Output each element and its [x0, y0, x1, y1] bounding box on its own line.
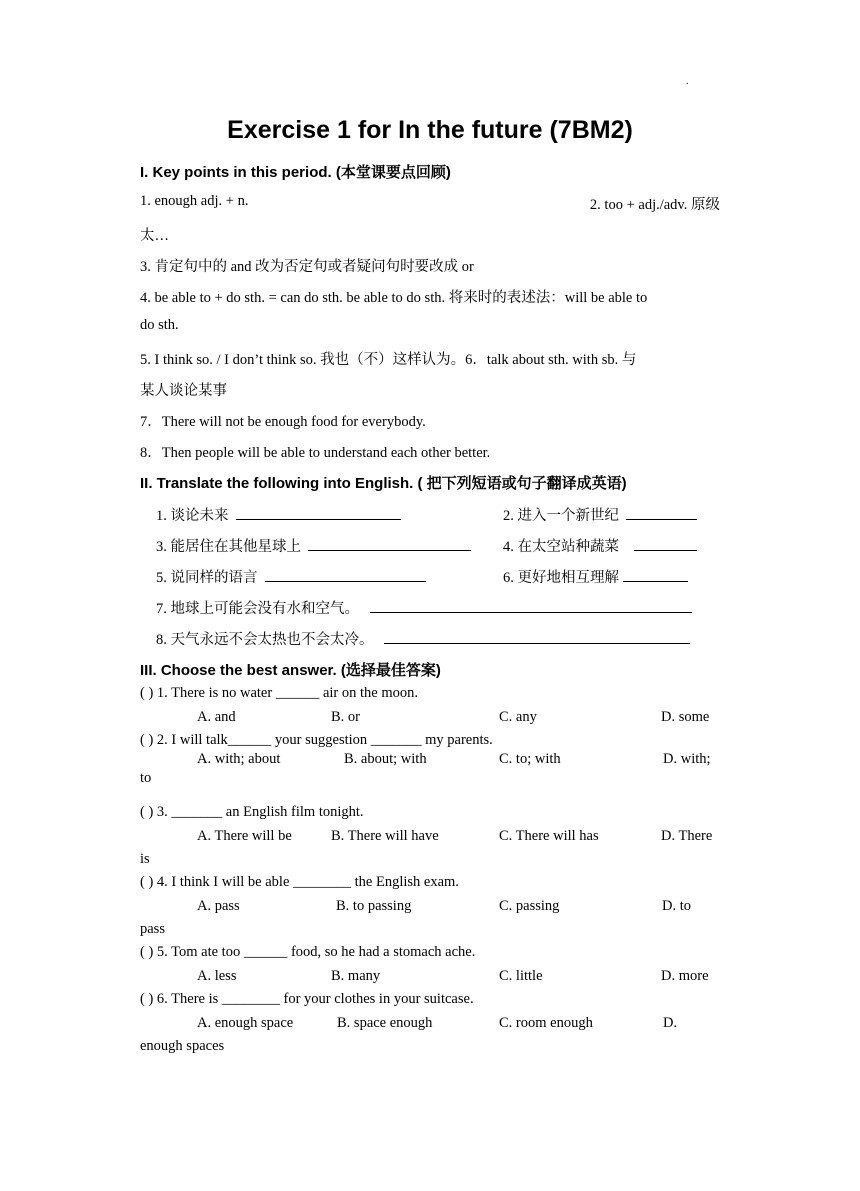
q5-option-b[interactable]: B. many	[331, 968, 381, 984]
q1-option-b[interactable]: B. or	[331, 709, 360, 725]
q4-option-d[interactable]: D. to	[662, 898, 691, 914]
key-point-2-cont: 太…	[140, 228, 169, 244]
translate-item-8: 8. 天气永远不会太热也不会太冷。	[156, 628, 690, 649]
question-3: ( ) 3. _______ an English film tonight.	[140, 804, 364, 820]
key-point-3: 3. 肯定句中的 and 改为否定句或者疑问句时要改成 or	[140, 259, 474, 275]
q3-option-d-cont: is	[140, 851, 150, 867]
translate-item-5: 5. 说同样的语言	[156, 566, 426, 587]
q6-option-c[interactable]: C. room enough	[499, 1015, 593, 1031]
translate-item-6: 6. 更好地相互理解	[503, 566, 688, 587]
q4-option-c[interactable]: C. passing	[499, 898, 560, 914]
section-2-heading: II. Translate the following into English. ( 把下列短语或句子翻译成英语)	[140, 475, 627, 492]
key-point-1-2	[140, 193, 720, 214]
q4-option-d-cont: pass	[140, 921, 165, 937]
translate-item-4: 4. 在太空站种蔬菜	[503, 535, 697, 556]
question-2: ( ) 2. I will talk______ your suggestion _______ my parents.	[140, 732, 493, 748]
translate-item-7: 7. 地球上可能会没有水和空气。	[156, 597, 692, 618]
q3-option-a[interactable]: A. There will be	[197, 828, 292, 844]
key-point-6-cont: 某人谈论某事	[140, 383, 227, 399]
key-point-7: 7．There will not be enough food for everybody.	[140, 414, 426, 430]
q6-option-b[interactable]: B. space enough	[337, 1015, 433, 1031]
q4-option-a[interactable]: A. pass	[197, 898, 240, 914]
q3-option-b[interactable]: B. There will have	[331, 828, 439, 844]
section-1-heading: I. Key points in this period. (本堂课要点回顾)	[140, 164, 451, 181]
q5-option-c[interactable]: C. little	[499, 968, 543, 984]
key-point-1: 1. enough adj. + n.	[140, 193, 249, 209]
answer-blank[interactable]	[626, 504, 697, 520]
key-point-8: 8．Then people will be able to understand each other better.	[140, 445, 491, 461]
q2-option-b[interactable]: B. about; with	[344, 751, 427, 767]
key-point-2: 2. too + adj./adv. 原级	[589, 197, 720, 213]
q3-option-c[interactable]: C. There will has	[499, 828, 599, 844]
answer-blank[interactable]	[308, 535, 471, 551]
q1-option-d[interactable]: D. some	[661, 709, 710, 725]
translate-item-3: 3. 能居住在其他星球上	[156, 535, 471, 556]
question-5: ( ) 5. Tom ate too ______ food, so he had a stomach ache.	[140, 944, 476, 960]
q2-option-d[interactable]: D. with;	[663, 751, 711, 767]
answer-blank[interactable]	[236, 504, 401, 520]
translate-item-1: 1. 谈论未来	[156, 504, 401, 525]
answer-blank[interactable]	[623, 566, 688, 582]
translate-item-2: 2. 进入一个新世纪	[503, 504, 697, 525]
q5-option-a[interactable]: A. less	[197, 968, 237, 984]
page-title: Exercise 1 for In the future (7BM2)	[227, 116, 633, 144]
answer-blank[interactable]	[265, 566, 426, 582]
q3-option-d[interactable]: D. There	[661, 828, 713, 844]
q6-option-a[interactable]: A. enough space	[197, 1015, 294, 1031]
question-1: ( ) 1. There is no water ______ air on the moon.	[140, 685, 418, 701]
section-3-heading: III. Choose the best answer. (选择最佳答案)	[140, 662, 441, 679]
q1-option-a[interactable]: A. and	[197, 709, 236, 725]
q2-option-d-cont: to	[140, 770, 152, 786]
key-point-4: 4. be able to + do sth. = can do sth. be able to do sth. 将来时的表述法：will be able to	[140, 290, 648, 306]
key-point-5-6: 5. I think so. / I don’t think so. 我也（不）这样认为。6．talk about sth. with sb. 与	[140, 352, 637, 368]
q6-option-d-cont: enough spaces	[140, 1038, 225, 1054]
q2-option-c[interactable]: C. to; with	[499, 751, 561, 767]
question-4: ( ) 4. I think I will be able ________ the English exam.	[140, 874, 459, 890]
q1-option-c[interactable]: C. any	[499, 709, 537, 725]
page-mark: .	[686, 76, 689, 87]
question-6: ( ) 6. There is ________ for your clothes in your suitcase.	[140, 991, 474, 1007]
answer-blank[interactable]	[384, 628, 690, 644]
q6-option-d[interactable]: D.	[663, 1015, 678, 1031]
answer-blank[interactable]	[370, 597, 692, 613]
key-point-4-cont: do sth.	[140, 317, 179, 333]
q5-option-d[interactable]: D. more	[661, 968, 709, 984]
q2-option-a[interactable]: A. with; about	[197, 751, 281, 767]
q4-option-b[interactable]: B. to passing	[336, 898, 412, 914]
answer-blank[interactable]	[634, 535, 697, 551]
